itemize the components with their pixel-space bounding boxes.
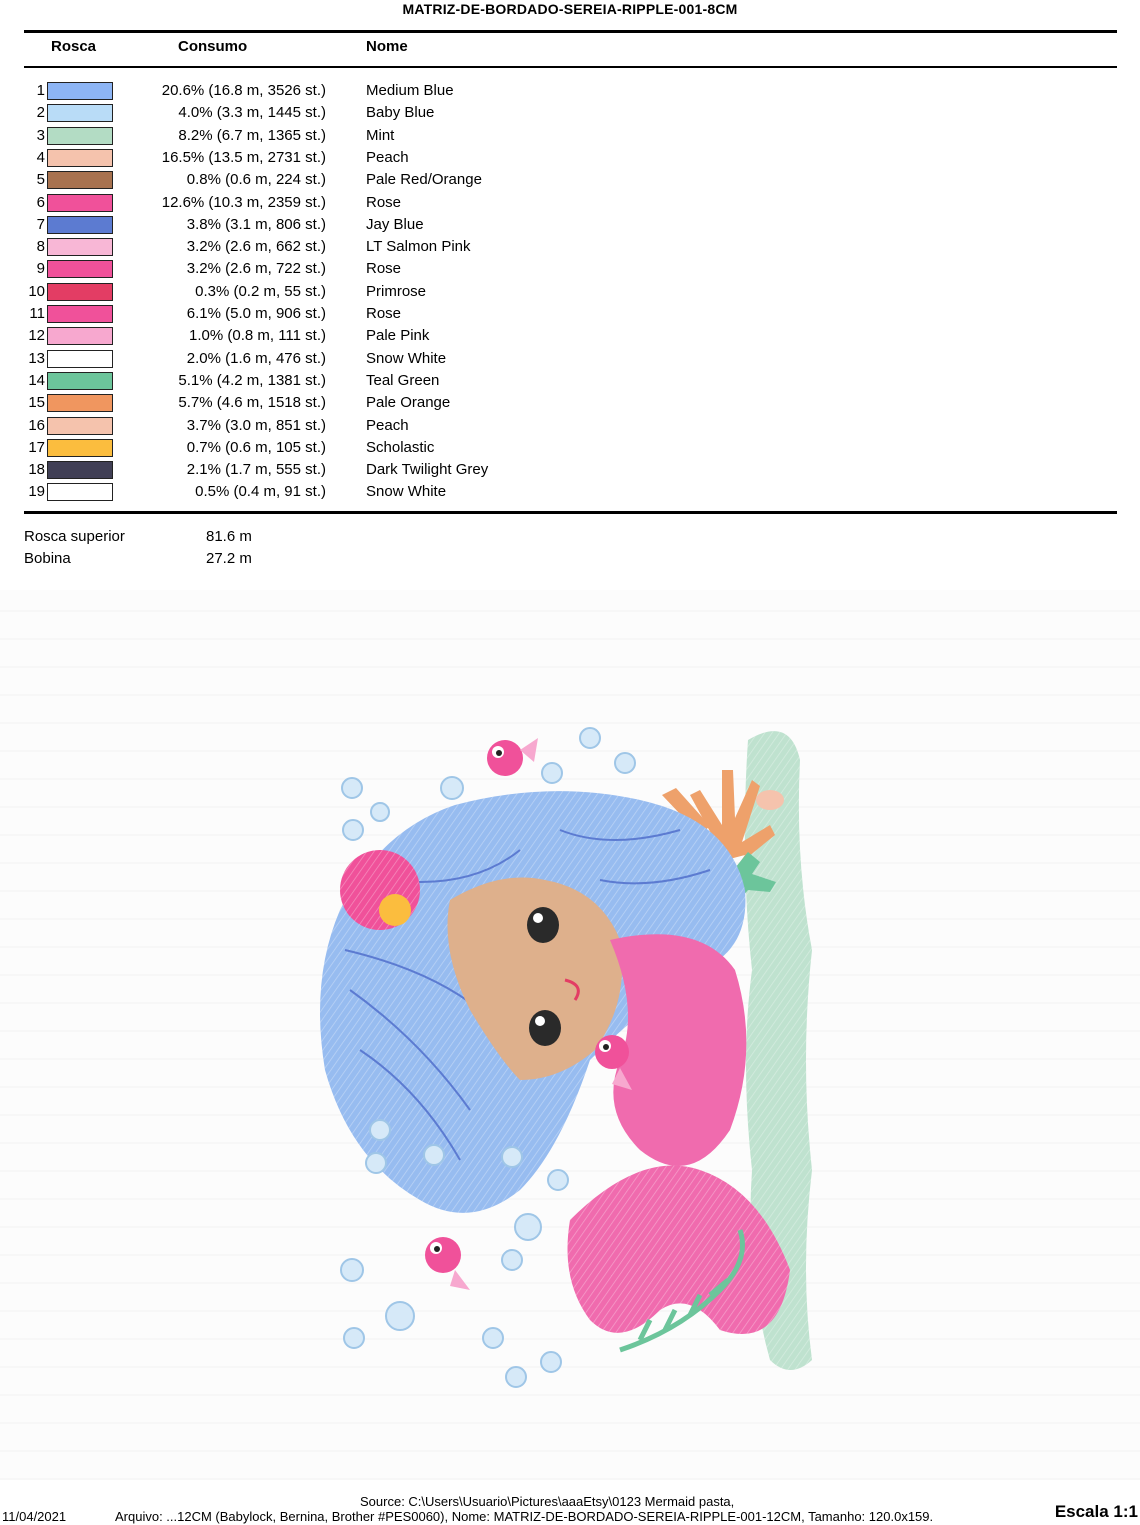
- thread-color-swatch: [47, 238, 113, 256]
- total-bobbin-value: 27.2 m: [206, 550, 252, 567]
- thread-number: 4: [36, 148, 45, 166]
- thread-color-swatch: [47, 194, 113, 212]
- thread-name: Scholastic: [366, 438, 435, 456]
- table-bottom-rule: [24, 511, 1117, 514]
- thread-color-swatch: [47, 394, 113, 412]
- header-rosca: Rosca: [51, 38, 97, 55]
- header-nome: Nome: [366, 38, 408, 55]
- footer-source: Source: C:\Users\Usuario\Pictures\aaaEtsy\0123 Mermaid pasta,: [360, 1494, 735, 1509]
- thread-name: Mint: [366, 126, 395, 144]
- thread-number: 19: [28, 483, 45, 501]
- thread-color-swatch: [47, 260, 113, 278]
- thread-consumption: 2.1% (1.7 m, 555 st.): [186, 461, 326, 479]
- thread-color-swatch: [47, 327, 113, 345]
- thread-color-swatch: [47, 350, 113, 368]
- thread-number: 6: [36, 193, 45, 211]
- document-title: MATRIZ-DE-BORDADO-SEREIA-RIPPLE-001-8CM: [402, 1, 738, 17]
- thread-row: [0, 147, 600, 169]
- thread-number: 14: [28, 371, 45, 389]
- thread-color-swatch: [47, 171, 113, 189]
- thread-consumption: 0.8% (0.6 m, 224 st.): [186, 171, 326, 189]
- thread-consumption: 2.0% (1.6 m, 476 st.): [186, 349, 326, 367]
- thread-consumption: 0.5% (0.4 m, 91 st.): [195, 483, 326, 501]
- thread-consumption: 8.2% (6.7 m, 1365 st.): [178, 126, 326, 144]
- thread-consumption: 3.2% (2.6 m, 722 st.): [186, 260, 326, 278]
- total-upper-label: Rosca superior: [24, 528, 125, 545]
- thread-row: [0, 348, 600, 370]
- right-eye: [529, 1010, 561, 1046]
- footer-date: 11/04/2021: [2, 1509, 67, 1524]
- thread-color-swatch: [47, 104, 113, 122]
- thread-name: Dark Twilight Grey: [366, 461, 489, 479]
- thread-color-swatch: [47, 439, 113, 457]
- thread-color-swatch: [47, 127, 113, 145]
- thread-name: Peach: [366, 416, 409, 434]
- thread-consumption: 3.7% (3.0 m, 851 st.): [186, 416, 326, 434]
- thread-row: [0, 80, 600, 102]
- thread-consumption: 20.6% (16.8 m, 3526 st.): [161, 82, 326, 99]
- thread-name: Baby Blue: [366, 104, 435, 122]
- thread-row: [0, 437, 600, 459]
- thread-name: Rose: [366, 305, 402, 322]
- thread-number: 15: [28, 394, 45, 412]
- thread-row: [0, 481, 600, 503]
- thread-consumption: 1.0% (0.8 m, 111 st.): [189, 327, 326, 345]
- header-bottom-rule: [24, 66, 1117, 68]
- thread-number: 7: [36, 215, 45, 233]
- thread-row: [0, 258, 600, 280]
- mermaid-embroidery-illustration: [0, 590, 1140, 1480]
- thread-row: [0, 192, 600, 214]
- thread-row: [0, 370, 600, 392]
- thread-name: Pale Pink: [366, 327, 430, 345]
- thread-consumption: 6.1% (5.0 m, 906 st.): [186, 305, 326, 322]
- thread-number: 12: [28, 327, 45, 345]
- thread-number: 16: [28, 416, 45, 434]
- thread-consumption: 3.2% (2.6 m, 662 st.): [186, 238, 326, 256]
- thread-number: 3: [36, 126, 45, 144]
- footer-scale: Escala 1:1: [1054, 1502, 1138, 1521]
- thread-row: [0, 214, 600, 236]
- thread-row: [0, 459, 600, 481]
- thread-name: Peach: [366, 148, 409, 166]
- thread-name: Primrose: [366, 282, 427, 300]
- thread-row: [0, 325, 600, 347]
- total-bobbin-label: Bobina: [24, 550, 71, 567]
- thread-number: 17: [28, 438, 45, 456]
- thread-number: 11: [29, 305, 45, 322]
- header-consumo: Consumo: [178, 38, 248, 55]
- thread-color-swatch: [47, 417, 113, 435]
- thread-row: [0, 169, 600, 191]
- thread-color-swatch: [47, 483, 113, 501]
- thread-consumption: 4.0% (3.3 m, 1445 st.): [178, 104, 326, 122]
- thread-consumption: 16.5% (13.5 m, 2731 st.): [161, 148, 326, 166]
- thread-name: Snow White: [366, 483, 447, 501]
- pink-fish-bottom: [425, 1237, 470, 1290]
- thread-color-swatch: [47, 149, 113, 167]
- thread-number: 5: [36, 171, 45, 189]
- thread-name: Medium Blue: [366, 82, 454, 99]
- thread-row: [0, 102, 600, 124]
- thread-color-swatch: [47, 461, 113, 479]
- thread-name: Snow White: [366, 349, 447, 367]
- thread-name: LT Salmon Pink: [366, 238, 471, 256]
- thread-number: 2: [36, 104, 45, 122]
- header-top-rule: [24, 30, 1117, 33]
- thread-number: 13: [28, 349, 45, 367]
- thread-color-swatch: [47, 82, 113, 100]
- thread-color-swatch: [47, 216, 113, 234]
- thread-name: Pale Orange: [366, 394, 451, 412]
- total-upper-value: 81.6 m: [206, 528, 252, 545]
- thread-row: [0, 281, 600, 303]
- thread-color-swatch: [47, 372, 113, 390]
- footer-arquivo: Arquivo: ...12CM (Babylock, Bernina, Brother #PES0060), Nome: MATRIZ-DE-BORDADO-SEREIA-RIPPLE-001-12CM, Tamanho: 120.0x159.: [115, 1509, 934, 1524]
- pink-flower: [340, 850, 420, 930]
- thread-consumption: 5.1% (4.2 m, 1381 st.): [178, 371, 326, 389]
- thread-row: [0, 392, 600, 414]
- pink-fish-top: [487, 738, 538, 776]
- thread-color-swatch: [47, 305, 113, 323]
- thread-consumption: 0.7% (0.6 m, 105 st.): [186, 438, 326, 456]
- embroidery-preview: [0, 590, 1140, 1480]
- thread-row: [0, 303, 600, 325]
- thread-number: 18: [28, 461, 45, 479]
- thread-row: [0, 236, 600, 258]
- thread-number: 8: [36, 238, 45, 256]
- thread-consumption: 3.8% (3.1 m, 806 st.): [186, 215, 326, 233]
- thread-number: 10: [28, 282, 45, 300]
- thread-consumption: 12.6% (10.3 m, 2359 st.): [161, 193, 326, 211]
- left-eye: [527, 907, 559, 943]
- thread-consumption: 0.3% (0.2 m, 55 st.): [195, 282, 326, 300]
- thread-row: [0, 415, 600, 437]
- thread-color-swatch: [47, 283, 113, 301]
- thread-name: Teal Green: [366, 371, 440, 389]
- thread-number: 1: [36, 82, 45, 99]
- thread-number: 9: [36, 260, 45, 278]
- thread-name: Rose: [366, 260, 402, 278]
- thread-name: Pale Red/Orange: [366, 171, 482, 189]
- thread-row: [0, 125, 600, 147]
- thread-consumption: 5.7% (4.6 m, 1518 st.): [178, 394, 326, 412]
- thread-name: Rose: [366, 193, 402, 211]
- thread-name: Jay Blue: [366, 215, 424, 233]
